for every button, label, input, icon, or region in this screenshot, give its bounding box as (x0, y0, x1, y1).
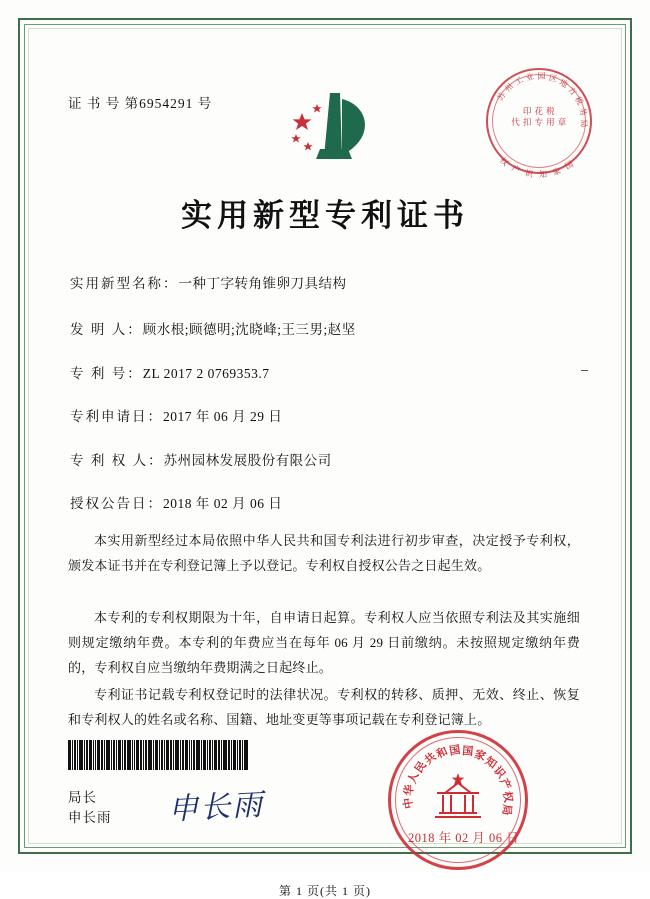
field-label: 专 利 权 人： (70, 453, 164, 468)
certificate-number: 证 书 号 第6954291 号 (68, 96, 213, 111)
field-announcement-date (70, 492, 282, 512)
field-value: 一种丁字转角锥卵刀具结构 (178, 276, 347, 291)
director-name-label: 申长雨 (68, 810, 112, 825)
official-seal-arc-text: 中 华 人 民 共 和 国 国 家 知 识 产 权 局 (401, 743, 515, 816)
field-utility-model-name (70, 272, 347, 292)
field-label: 发 明 人： (70, 322, 143, 337)
field-value: ZL 2017 2 0769353.7 (142, 366, 270, 381)
field-value: 顾水根;顾德明;沈晓峰;王三男;赵坚 (142, 322, 356, 337)
seal-date: 2018 年 02 月 06 日 (408, 831, 520, 845)
field-application-date (70, 405, 282, 425)
seal-arc-text: 苏 州 工 业 园 区 地 方 税 务 局 国 家 知 识 产 权 (495, 71, 589, 180)
field-value: 苏州园林发展股份有限公司 (163, 453, 332, 468)
signature-label (68, 788, 112, 828)
field-label: 实用新型名称： (70, 276, 179, 291)
director-role-label: 局长 (68, 790, 97, 805)
field-label: 专利申请日： (70, 409, 163, 424)
field-value: 2018 年 02 月 06 日 (163, 496, 283, 511)
body-paragraph-2: 本专利的专利权期限为十年，自申请日起算。专利权人应当依照专利法及其实施细则规定缴纳年费。本专利的年费应当在每年 06 月 29 日前缴纳。未按照规定缴纳年费的，专利权自应当缴纳年费期满之日起终止。 (68, 610, 580, 675)
field-inventor (70, 318, 356, 338)
barcode (68, 740, 276, 770)
field-value: 2017 年 06 月 29 日 (163, 409, 283, 424)
alignment-tick (581, 370, 588, 371)
official-seal (388, 730, 528, 870)
certificate-content (40, 40, 610, 898)
page-title: 实用新型专利证书 (181, 198, 469, 233)
cnipa-logo-icon (268, 85, 388, 170)
body-paragraph-1: 本实用新型经过本局依照中华人民共和国专利法进行初步审查，决定授予专利权，颁发本证书并在专利登记簿上予以登记。专利权自授权公告之日起生效。 (68, 533, 580, 573)
seal-line-2: 代 扣 专 用 章 (511, 117, 567, 127)
seal-center-text (486, 106, 592, 128)
field-label: 专 利 号： (70, 366, 143, 381)
field-patent-number (70, 362, 270, 382)
field-label: 授权公告日： (70, 496, 163, 511)
handwritten-signature: 申长雨 (167, 787, 266, 828)
tax-stamp-seal (486, 68, 592, 180)
seal-line-1: 印 花 税 (522, 106, 556, 116)
page-footer: 第 1 页(共 1 页) (279, 884, 371, 898)
national-emblem-icon (427, 771, 489, 829)
field-patentee (70, 449, 332, 469)
body-paragraph-3: 专利证书记载专利权登记时的法律状况。专利权的转移、质押、无效、终止、恢复和专利权人的姓名或名称、国籍、地址变更等事项记载在专利登记簿上。 (68, 687, 580, 727)
